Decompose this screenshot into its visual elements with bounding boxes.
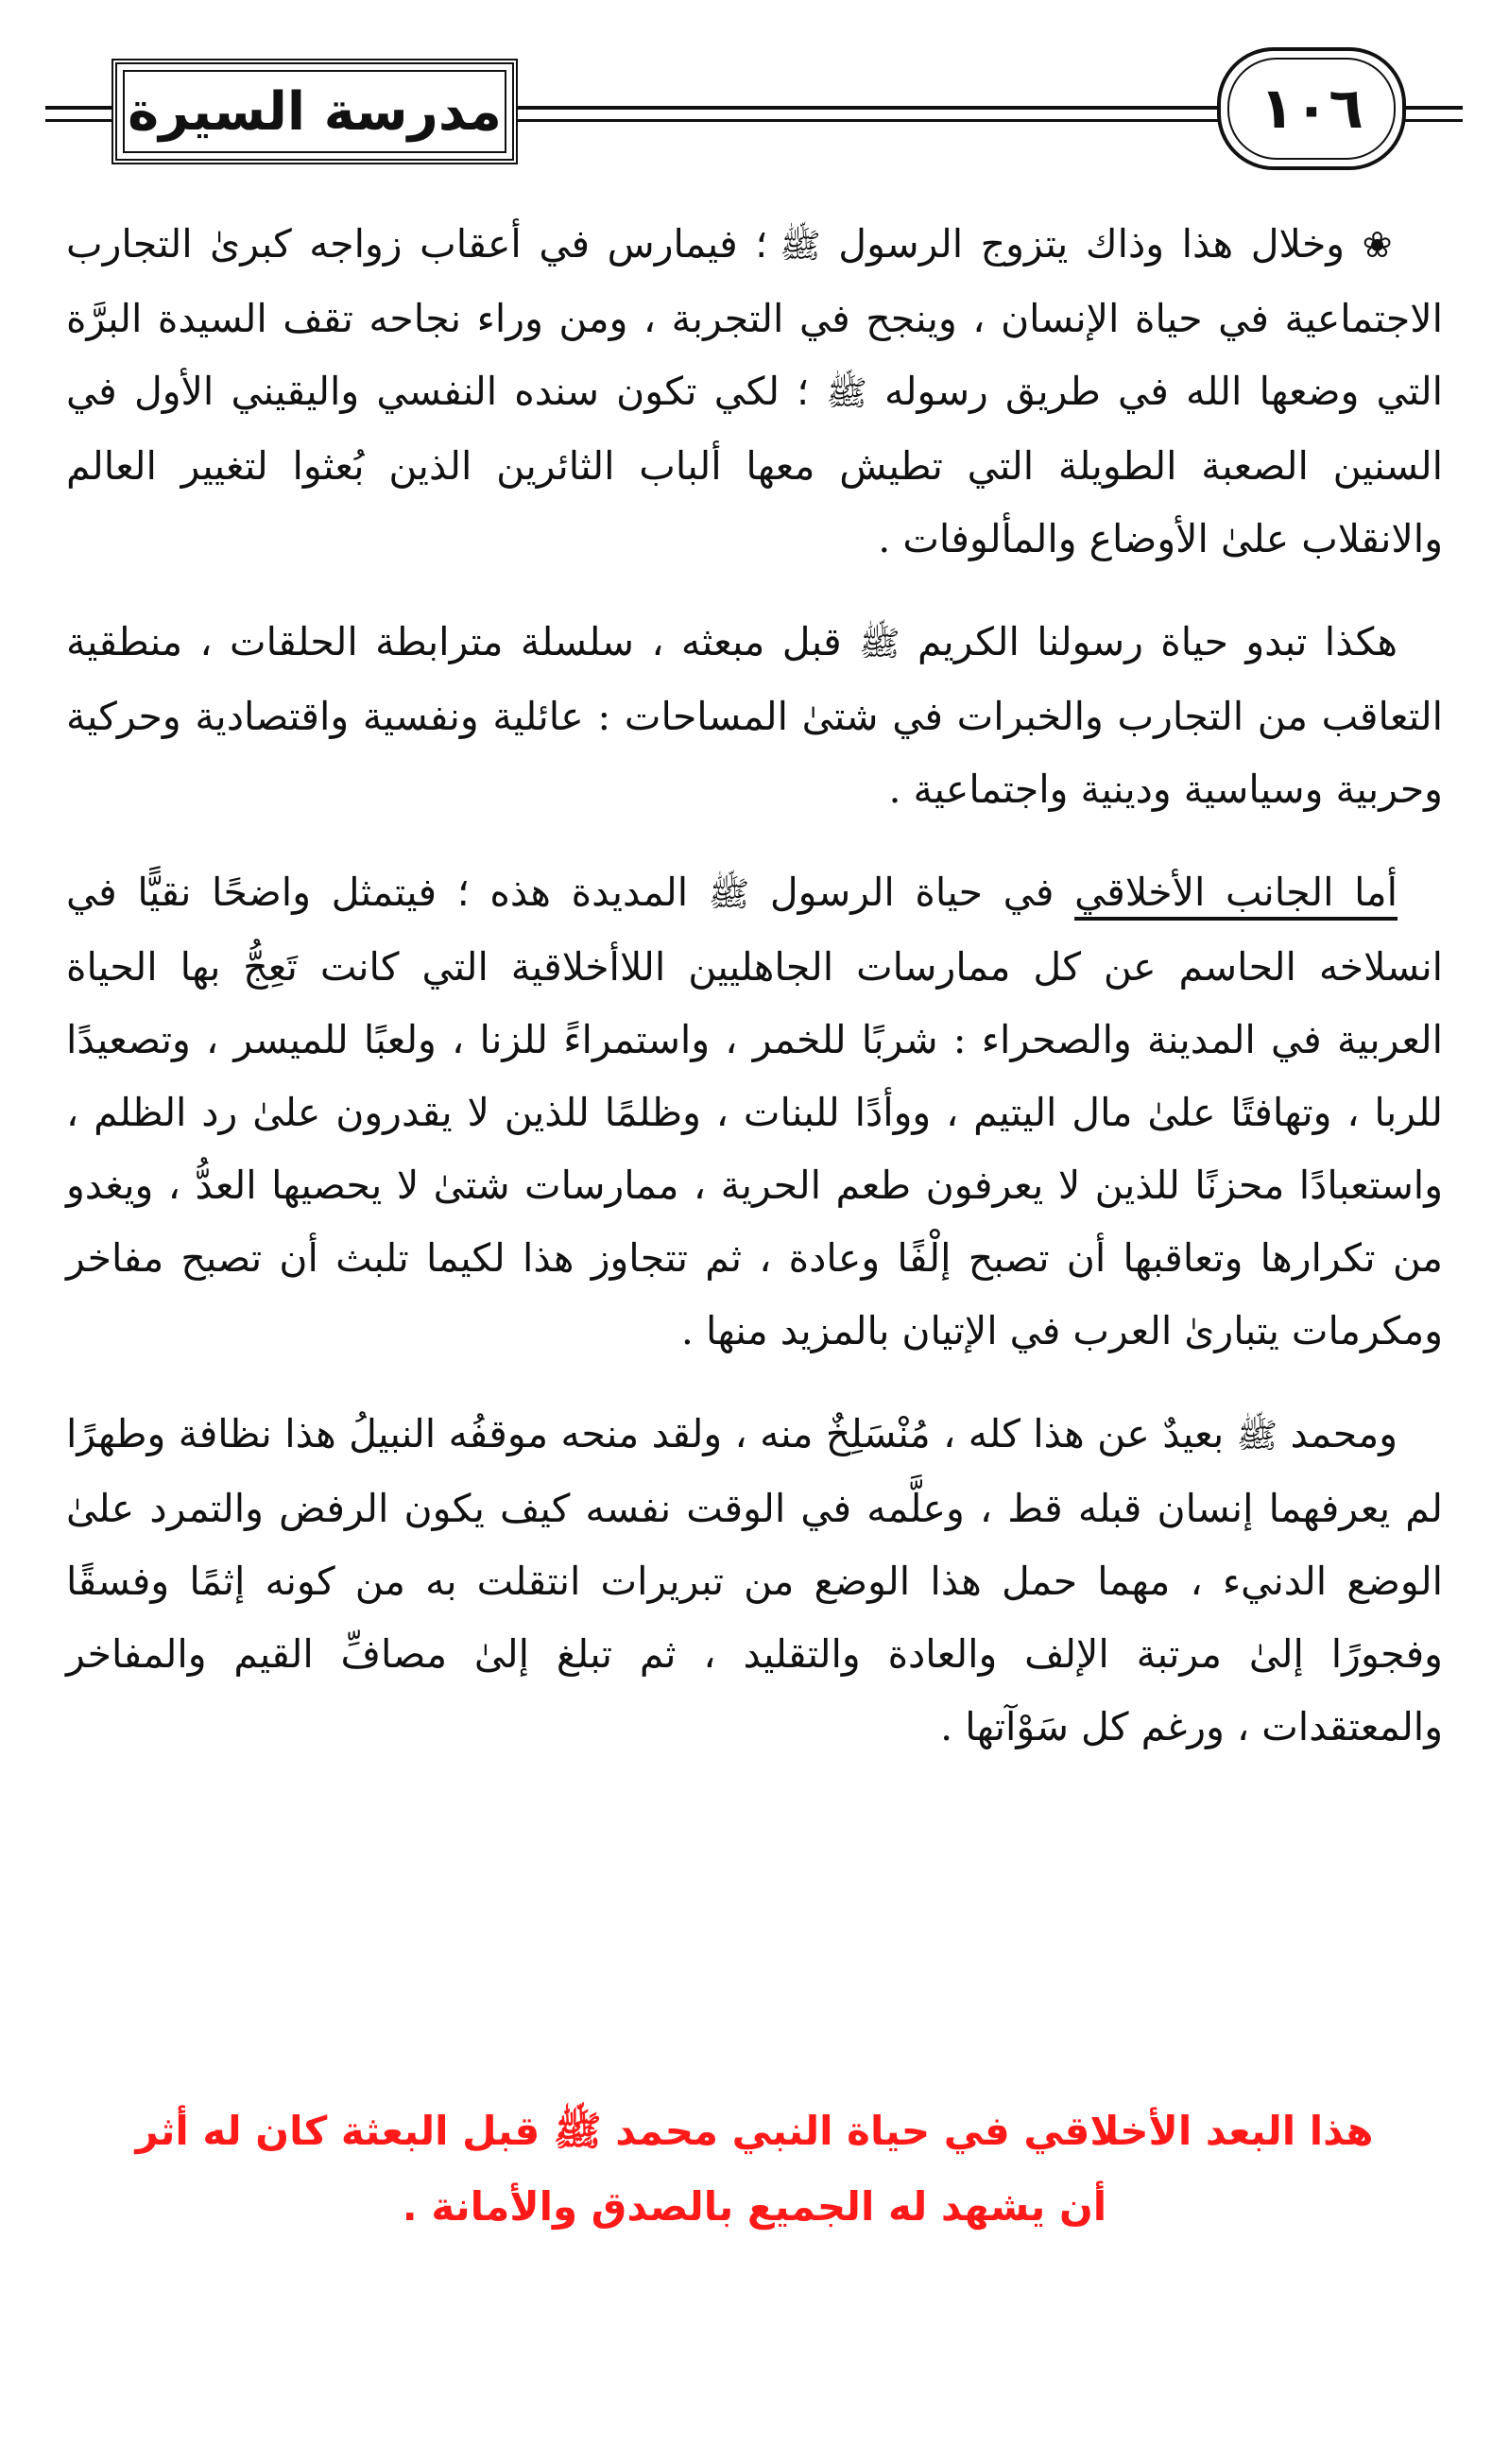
paragraph-1: [66, 208, 1443, 576]
note-line-1: [66, 2094, 1443, 2169]
note-text: هذا البعد الأخلاقي في حياة النبي محمد: [601, 2108, 1374, 2154]
paragraph-text: وخلال هذا وذاك يتزوج الرسول: [820, 221, 1346, 267]
paragraph-text: بعيدٌ عن هذا كله ، مُنْسَلِخٌ منه ، ولقد منحه موقفُه النبيلُ هذا نظافة وطهرًا لم يعرفهما إنسان قبله قط ، وعلَّمه في الوقت نفسه كيف يكون الرفض والتمرد علىٰ الوضع الدنيء ، مهما حمل هذا الوضع من تبريرات انتقلت به من كونه إثمًا وفسقًا وفجورًا إلىٰ مرتبة الإلف والعادة والتقليد ، ثم تبلغ إلىٰ مصافِّ القيم والمفاخر والمعتقدات ، ورغم كل سَوْآتها .: [66, 1411, 1443, 1749]
paragraph-4: [66, 1398, 1443, 1764]
body-text: [66, 208, 1443, 1794]
note-text: قبل البعثة كان له أثر: [135, 2108, 554, 2154]
salawat-glyph: ﷺ: [1236, 1417, 1278, 1456]
paragraph-text: قبل مبعثه ، سلسلة مترابطة الحلقات ، منطقية التعاقب من التجارب والخبرات في شتىٰ المساحات : عائلية ونفسية واقتصادية وحركية وحربية وسياسية ودينية واجتماعية .: [66, 619, 1443, 812]
salawat-glyph: ﷺ: [859, 625, 900, 663]
salawat-glyph: ﷺ: [826, 374, 867, 413]
paragraph-3: [66, 856, 1443, 1368]
book-title-frame: [111, 59, 518, 164]
paragraph-text: هكذا تبدو حياة رسولنا الكريم: [900, 619, 1398, 664]
salawat-glyph: ﷺ: [708, 875, 750, 914]
salawat-glyph: ﷺ: [553, 2108, 602, 2154]
page-number: ١٠٦: [1260, 76, 1363, 142]
underlined-phrase: أما الجانب الأخلاقي: [1074, 870, 1398, 915]
flower-bullet-icon: ❀: [1362, 224, 1398, 266]
paragraph-text: ؛ لكي تكون سنده النفسي واليقيني الأول في السنين الصعبة الطويلة التي تطيش معها ألباب الثائرين الذين بُعثوا لتغيير العالم والانقلاب علىٰ الأوضاع والمألوفات .: [66, 369, 1443, 561]
paragraph-text: في حياة الرسول: [749, 870, 1075, 915]
note-line-2: أن يشهد له الجميع بالصدق والأمانة .: [402, 2183, 1107, 2230]
book-title: مدرسة السيرة: [128, 80, 502, 143]
paragraph-text: المديدة هذه ؛ فيتمثل واضحًا نقيًّا في انسلاخه الحاسم عن كل ممارسات الجاهليين اللاأخلاقية التي كانت تَعِجُّ بها الحياة العربية في المدينة والصحراء : شربًا للخمر ، واستمراءً للزنا ، ولعبًا للميسر ، وتصعيدًا للربا ، وتهافتًا علىٰ مال اليتيم ، ووأدًا للبنات ، وظلمًا للذين لا يقدرون علىٰ رد الظلم ، واستعبادًا محزنًا للذين لا يعرفون طعم الحرية ، ممارسات شتىٰ لا يحصيها العدُّ ، ويغدو من تكرارها وتعاقبها أن تصبح إلْفًا وعادة ، ثم تتجاوز هذا لكيما تلبث أن تصبح مفاخر ومكرمات يتبارىٰ العرب في الإتيان بالمزيد منها .: [66, 870, 1443, 1353]
page-header: [45, 38, 1463, 189]
highlighted-note: [66, 2094, 1443, 2245]
page-number-frame: [1217, 47, 1406, 170]
salawat-glyph: ﷺ: [780, 227, 821, 266]
paragraph-2: [66, 606, 1443, 826]
paragraph-text: ؛ فيمارس في أعقاب زواجه كبرىٰ التجارب الاجتماعية في حياة الإنسان ، وينجح في التجربة ، ومن وراء نجاحه تقف السيدة البرَّة التي وضعها الله في طريق رسوله: [66, 221, 1443, 414]
paragraph-text: ومحمد: [1278, 1411, 1398, 1456]
